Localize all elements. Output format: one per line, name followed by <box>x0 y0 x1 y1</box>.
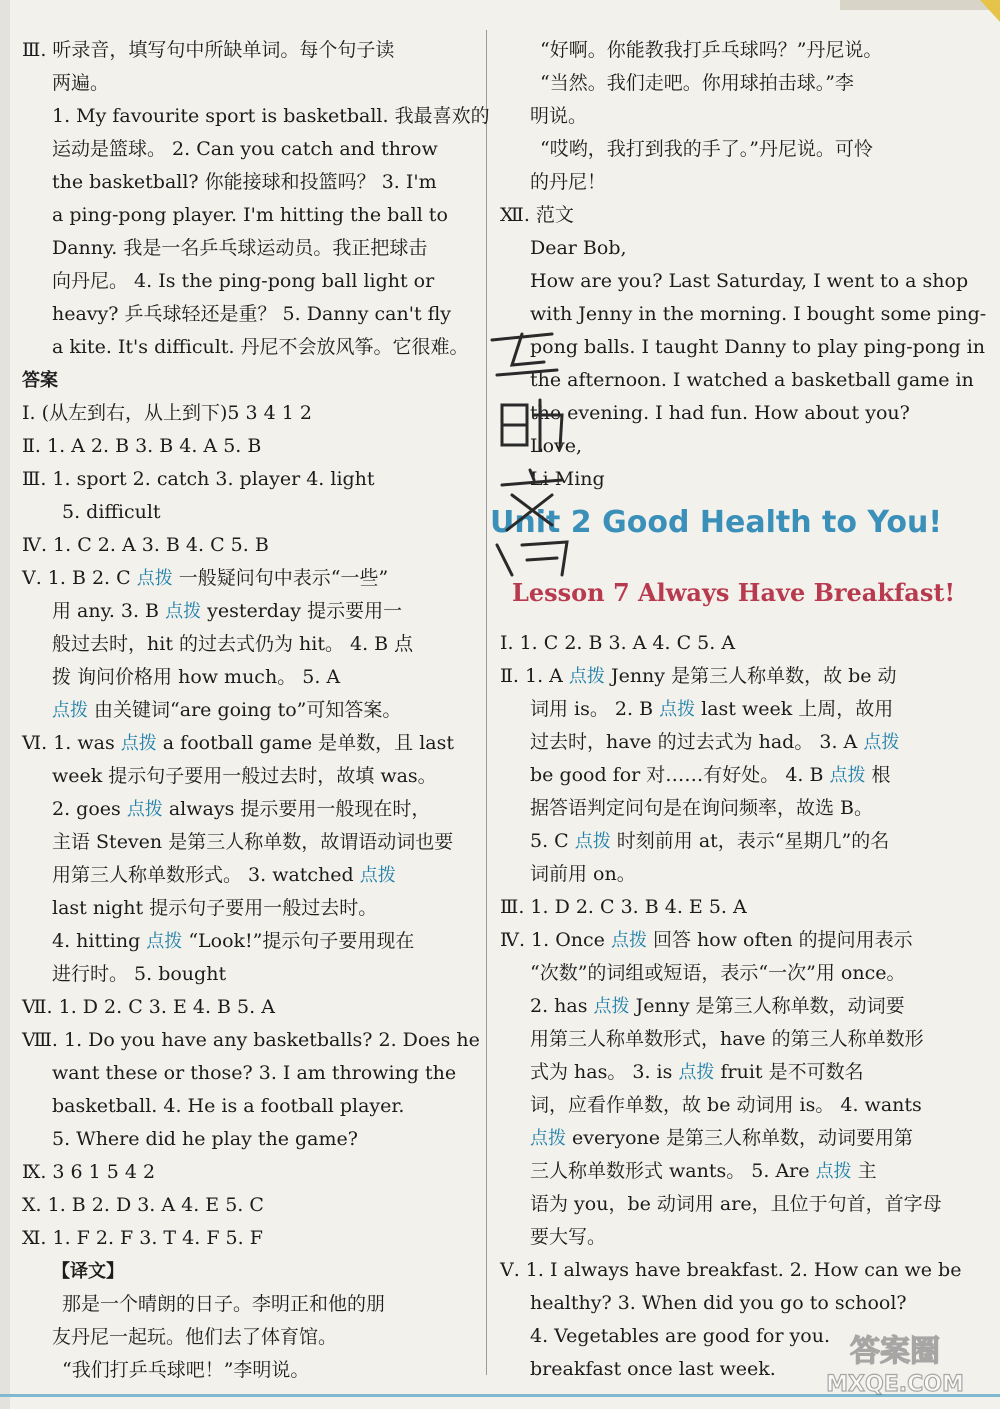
text-line: Ⅴ. 1. I always have breakfast. 2. How can we be <box>500 1259 962 1281</box>
text-line: Ⅹ. 1. B 2. D 3. A 4. E 5. C <box>22 1194 264 1216</box>
svg-text:答案圈: 答案圈 <box>850 1334 940 1369</box>
text-line: 据答语判定问句是在询问频率，故选 B。 <box>530 797 874 819</box>
lesson-title: Lesson 7 Always Have Breakfast! <box>512 578 955 607</box>
text-line: 主语 Steven 是第三人称单数，故谓语动词也要 <box>52 831 454 853</box>
text-line: Ⅱ. 1. A 点拨 Jenny 是第三人称单数，故 be 动 <box>500 665 897 687</box>
text-line: 用 any. 3. B 点拨 yesterday 提示要用一 <box>52 600 403 622</box>
text-line: Ⅺ. 1. F 2. F 3. T 4. F 5. F <box>22 1227 263 1249</box>
text-line: 要大写。 <box>530 1226 607 1248</box>
text-line: 点拨 由关键词“are going to”可知答案。 <box>52 699 402 721</box>
hint-label: 点拨 <box>815 1161 852 1182</box>
hint-label: 点拨 <box>568 666 605 687</box>
hint-label: 点拨 <box>136 568 173 589</box>
hint-label: 点拨 <box>829 765 866 786</box>
text-line: 三人称单数形式 wants。 5. Are 点拨 主 <box>530 1160 877 1182</box>
text-line: 【译文】 <box>52 1261 124 1282</box>
text-line: pong balls. I taught Danny to play ping-pong in <box>530 336 986 358</box>
text-line: heavy? 乒乓球轻还是重？ 5. Danny can't fly <box>52 303 452 325</box>
text-line: 般过去时，hit 的过去式仍为 hit。 4. B 点 <box>52 633 414 655</box>
hint-label: 点拨 <box>659 699 696 720</box>
text-line: healthy? 3. When did you go to school? <box>530 1292 907 1314</box>
text-line: 那是一个晴朗的日子。李明正和他的朋 <box>62 1293 386 1315</box>
text-line: want these or those? 3. I am throwing the <box>52 1062 457 1084</box>
hint-label: 点拨 <box>678 1062 715 1083</box>
hint-label: 点拨 <box>863 732 900 753</box>
text-line: “好啊。你能教我打乒乓球吗？”丹尼说。 <box>540 39 883 61</box>
text-line: Ⅸ. 3 6 1 5 4 2 <box>22 1161 156 1183</box>
text-line: 过去时，have 的过去式为 had。 3. A 点拨 <box>530 731 900 753</box>
text-line: 式为 has。 3. is 点拨 fruit 是不可数名 <box>530 1061 864 1083</box>
text-line: Ⅵ. 1. was 点拨 a football game 是单数，且 last <box>22 732 455 754</box>
text-line: a kite. It's difficult. 丹尼不会放风筝。它很难。 <box>52 336 469 358</box>
text-line: “我们打乒乓球吧！”李明说。 <box>62 1359 310 1381</box>
text-line: Dear Bob, <box>530 237 627 259</box>
text-line: How are you? Last Saturday, I went to a shop <box>530 270 969 292</box>
column-divider <box>486 30 487 1375</box>
hint-label: 点拨 <box>126 799 163 820</box>
text-line: Ⅳ. 1. Once 点拨 回答 how often 的提问用表示 <box>500 929 913 951</box>
text-line: 语为 you，be 动词用 are，且位于句首，首字母 <box>530 1193 942 1215</box>
text-line: Ⅴ. 1. B 2. C 点拨 一般疑问句中表示“一些” <box>22 567 389 589</box>
hint-label: 点拨 <box>120 733 157 754</box>
text-line: Li Ming <box>530 468 605 490</box>
text-line: 用第三人称单数形式。 3. watched 点拨 <box>52 864 396 886</box>
unit-title: Unit 2 Good Health to You! <box>490 505 943 540</box>
text-line: “次数”的词组或短语，表示“一次”用 once。 <box>530 962 906 984</box>
text-line: 进行时。 5. bought <box>52 963 227 985</box>
text-line: 词用 is。 2. B 点拨 last week 上周，故用 <box>530 698 894 720</box>
hint-label: 点拨 <box>146 931 183 952</box>
text-line: Ⅲ. 1. sport 2. catch 3. player 4. light <box>22 468 375 490</box>
text-line: Danny. 我是一名乒乓球运动员。我正把球击 <box>52 237 428 259</box>
left-column <box>22 34 490 1387</box>
text-line: “当然。我们走吧。你用球拍击球。”李 <box>540 72 854 94</box>
text-line: 2. goes 点拨 always 提示要用一般现在时， <box>52 798 431 820</box>
hint-label: 点拨 <box>593 996 630 1017</box>
text-line: last night 提示句子要用一般过去时。 <box>52 897 378 919</box>
text-line: basketball. 4. He is a football player. <box>52 1095 405 1117</box>
hint-label: 点拨 <box>52 700 88 721</box>
text-line: 向丹尼。 4. Is the ping-pong ball light or <box>52 270 435 292</box>
text-line: Ⅰ. (从左到右，从上到下)5 3 4 1 2 <box>22 402 313 424</box>
text-line: 运动是篮球。 2. Can you catch and throw <box>52 138 438 160</box>
text-line: be good for 对……有好处。 4. B 点拨 根 <box>530 764 891 786</box>
hint-label: 点拨 <box>359 865 396 886</box>
text-line: Ⅰ. 1. C 2. B 3. A 4. C 5. A <box>500 632 736 654</box>
text-line: Ⅳ. 1. C 2. A 3. B 4. C 5. B <box>22 534 269 556</box>
text-line: Ⅱ. 1. A 2. B 3. B 4. A 5. B <box>22 435 262 457</box>
text-line: 2. has 点拨 Jenny 是第三人称单数，动词要 <box>530 995 905 1017</box>
text-line: 用第三人称单数形式，have 的第三人称单数形 <box>530 1028 924 1050</box>
page-edge <box>0 0 10 1409</box>
watermark-logo-icon <box>800 1329 990 1399</box>
text-line: 4. hitting 点拨 “Look!”提示句子要用现在 <box>52 930 415 952</box>
svg-text:MXQE.COM: MXQE.COM <box>826 1372 964 1397</box>
hint-label: 点拨 <box>610 930 647 951</box>
hint-label: 点拨 <box>574 831 611 852</box>
text-line: 5. Where did he play the game? <box>52 1128 358 1150</box>
text-line: breakfast once last week. <box>530 1358 776 1380</box>
hint-label: 点拨 <box>530 1128 566 1149</box>
text-line: Ⅶ. 1. D 2. C 3. E 4. B 5. A <box>22 996 275 1018</box>
corner-decoration-icon <box>840 0 1000 22</box>
text-line: 友丹尼一起玩。他们去了体育馆。 <box>52 1326 338 1348</box>
text-line: a ping-pong player. I'm hitting the ball to <box>52 204 448 226</box>
text-line: Ⅲ. 1. D 2. C 3. B 4. E 5. A <box>500 896 747 918</box>
text-line: the evening. I had fun. How about you? <box>530 402 910 424</box>
text-line: 词，应看作单数，故 be 动词用 is。 4. wants <box>530 1094 922 1116</box>
text-line: 两遍。 <box>52 72 110 94</box>
text-line: 点拨 everyone 是第三人称单数，动词要用第 <box>530 1127 914 1149</box>
text-line: week 提示句子要用一般过去时，故填 was。 <box>52 765 437 787</box>
text-line: with Jenny in the morning. I bought some ping- <box>530 303 987 325</box>
text-line: 明说。 <box>530 105 588 127</box>
text-line: 4. Vegetables are good for you. <box>530 1325 831 1347</box>
text-line: the afternoon. I watched a basketball game in <box>530 369 974 391</box>
text-line: 5. difficult <box>62 501 161 523</box>
text-line: 词前用 on。 <box>530 863 636 885</box>
text-line: 的丹尼！ <box>530 171 607 193</box>
text-line: the basketball? 你能接球和投篮吗？ 3. I'm <box>52 171 437 193</box>
text-line: “哎哟，我打到我的手了。”丹尼说。可怜 <box>540 138 873 160</box>
text-line: Ⅲ. 听录音，填写句中所缺单词。每个句子读 <box>22 39 395 61</box>
text-line: Ⅻ. 范文 <box>500 204 574 226</box>
text-line: 拨 询问价格用 how much。 5. A <box>52 666 341 688</box>
text-line: 答案 <box>22 370 58 391</box>
handwritten-stamp <box>482 320 582 580</box>
text-line: 5. C 点拨 时刻前用 at，表示“星期几”的名 <box>530 830 890 852</box>
text-line: Love, <box>530 435 583 457</box>
hint-label: 点拨 <box>165 601 202 622</box>
text-line: 1. My favourite sport is basketball. 我最喜欢的 <box>52 105 490 127</box>
text-line: Ⅷ. 1. Do you have any basketballs? 2. Does he <box>22 1029 480 1051</box>
